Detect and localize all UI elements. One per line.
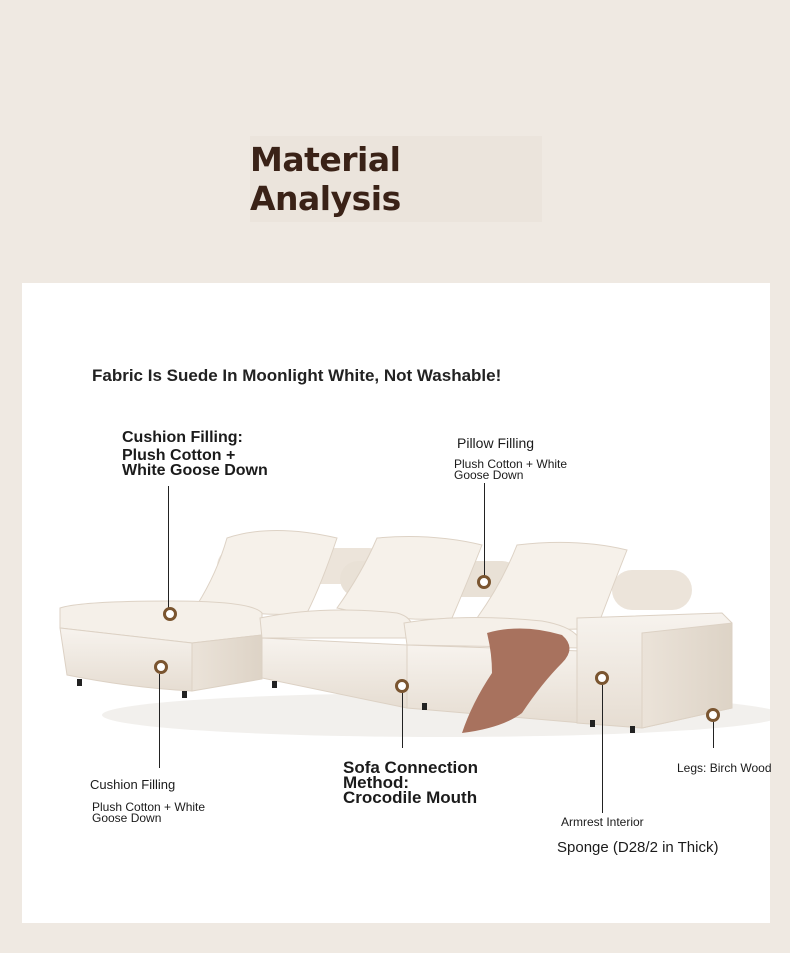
leader-line bbox=[713, 722, 714, 748]
armrest-detail: Sponge (D28/2 in Thick) bbox=[557, 839, 719, 856]
title-banner bbox=[250, 136, 542, 222]
leader-line bbox=[168, 486, 169, 610]
cushion-bottom-line1: Plush Cotton + White bbox=[92, 800, 206, 814]
connection-line1: Sofa Connection bbox=[343, 758, 479, 777]
fabric-note: Fabric Is Suede In Moonlight White, Not Washable! bbox=[92, 366, 502, 385]
page-title: Material Analysis bbox=[250, 140, 401, 218]
material-card bbox=[22, 283, 770, 923]
pillow-line2: Goose Down bbox=[454, 468, 524, 482]
leader-line bbox=[484, 483, 485, 579]
pillow-1 bbox=[197, 531, 337, 615]
cushion-bottom-marker bbox=[154, 660, 168, 674]
cushion-bottom-title: Cushion Filling bbox=[90, 777, 176, 792]
leader-line bbox=[602, 685, 603, 813]
connection-line2: Method: bbox=[343, 773, 410, 792]
bolster-pillow bbox=[612, 570, 692, 610]
cushion-top-marker bbox=[163, 607, 177, 621]
pillow-3 bbox=[477, 542, 627, 629]
cushion-top-line2: White Goose Down bbox=[122, 462, 268, 479]
pillow-title: Pillow Filling bbox=[457, 435, 535, 451]
leader-line bbox=[402, 693, 403, 748]
cushion-top-line1: Plush Cotton + bbox=[122, 447, 236, 464]
leader-line bbox=[159, 674, 160, 768]
cushion-bottom-line2: Goose Down bbox=[92, 811, 162, 825]
pillow-marker bbox=[477, 575, 491, 589]
armrest-marker bbox=[595, 671, 609, 685]
connection-marker bbox=[395, 679, 409, 693]
pillow-line1: Plush Cotton + White bbox=[454, 457, 568, 471]
legs-marker bbox=[706, 708, 720, 722]
armrest-title: Armrest Interior bbox=[561, 815, 644, 829]
seat-cushion-1 bbox=[260, 610, 413, 638]
connection-line3: Crocodile Mouth bbox=[343, 788, 478, 807]
cushion-top-title: Cushion Filling: bbox=[122, 429, 243, 446]
legs-label: Legs: Birch Wood bbox=[677, 761, 772, 775]
